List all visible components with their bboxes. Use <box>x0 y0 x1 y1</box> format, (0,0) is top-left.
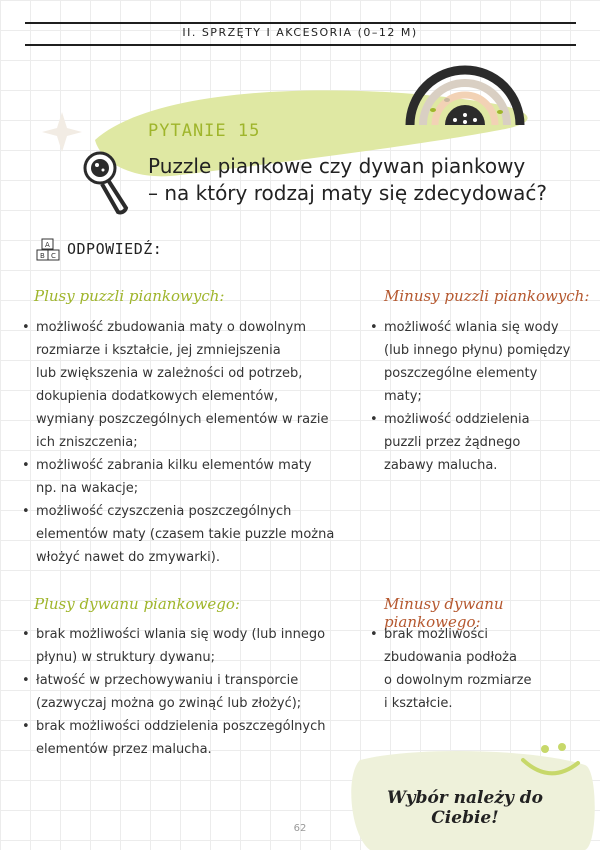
list-item: • możliwość zbudowania maty o dowolnym rozmiarze i kształcie, jej zmniejszenia lub zwiększenia w zależności od potrzeb, dokupienia dodatkowych elementów, wymiany poszczególnych elementów w razie ich zniszczenia; <box>22 316 352 454</box>
list-item: • brak możliwości wlania się wody (lub innego płynu) w struktury dywanu; <box>22 623 352 669</box>
list-item: • brak możliwości oddzielenia poszczególnych elementów przez malucha. <box>22 715 352 761</box>
svg-text:A: A <box>45 241 50 249</box>
abc-blocks-icon <box>36 238 60 262</box>
carpet-cons-list <box>370 623 585 715</box>
puzzle-pros-list <box>22 316 352 569</box>
question-label: PYTANIE 15 <box>148 121 261 141</box>
list-item: • brak możliwości zbudowania podłoża o dowolnym rozmiarze i kształcie. <box>370 623 585 715</box>
carpet-pros-list <box>22 623 352 761</box>
question-title-line: – na który rodzaj maty się zdecydować? <box>148 181 548 205</box>
puzzle-cons-title: Minusy puzzli piankowych: <box>384 287 590 305</box>
svg-text:B: B <box>40 252 45 260</box>
sparkle-icon <box>42 112 82 152</box>
list-item: • możliwość wlania się wody (lub innego płynu) pomiędzy poszczególne elementy maty; <box>370 316 585 408</box>
header-rule-top <box>25 22 576 24</box>
question-title-line: Puzzle piankowe czy dywan piankowy <box>148 154 526 178</box>
list-item: • łatwość w przechowywaniu i transporcie (zazwyczaj można go zwinąć lub złożyć); <box>22 669 352 715</box>
closing-text: Wybór należy do Ciebie! <box>386 788 544 828</box>
svg-text:C: C <box>51 252 56 260</box>
question-title <box>148 153 568 207</box>
list-item: • możliwość czyszczenia poszczególnych elementów maty (czasem takie puzzle można włożyć nawet do zmywarki). <box>22 500 352 569</box>
list-item: • możliwość zabrania kilku elementów maty np. na wakacje; <box>22 454 352 500</box>
carpet-cons-title: Minusy dywanu piankowego: <box>384 595 504 631</box>
answer-label: ODPOWIEDŹ: <box>67 240 163 258</box>
page-number: 62 <box>293 823 307 834</box>
puzzle-pros-title: Plusy puzzli piankowych: <box>34 287 225 305</box>
puzzle-cons-list <box>370 316 585 477</box>
list-item: • możliwość oddzielenia puzzli przez żądnego zabawy malucha. <box>370 408 585 477</box>
chapter-title: II. SPRZĘTY I AKCESORIA (0–12 M) <box>182 26 418 39</box>
carpet-pros-title: Plusy dywanu piankowego: <box>34 595 240 613</box>
header-rule-bottom <box>25 44 576 46</box>
